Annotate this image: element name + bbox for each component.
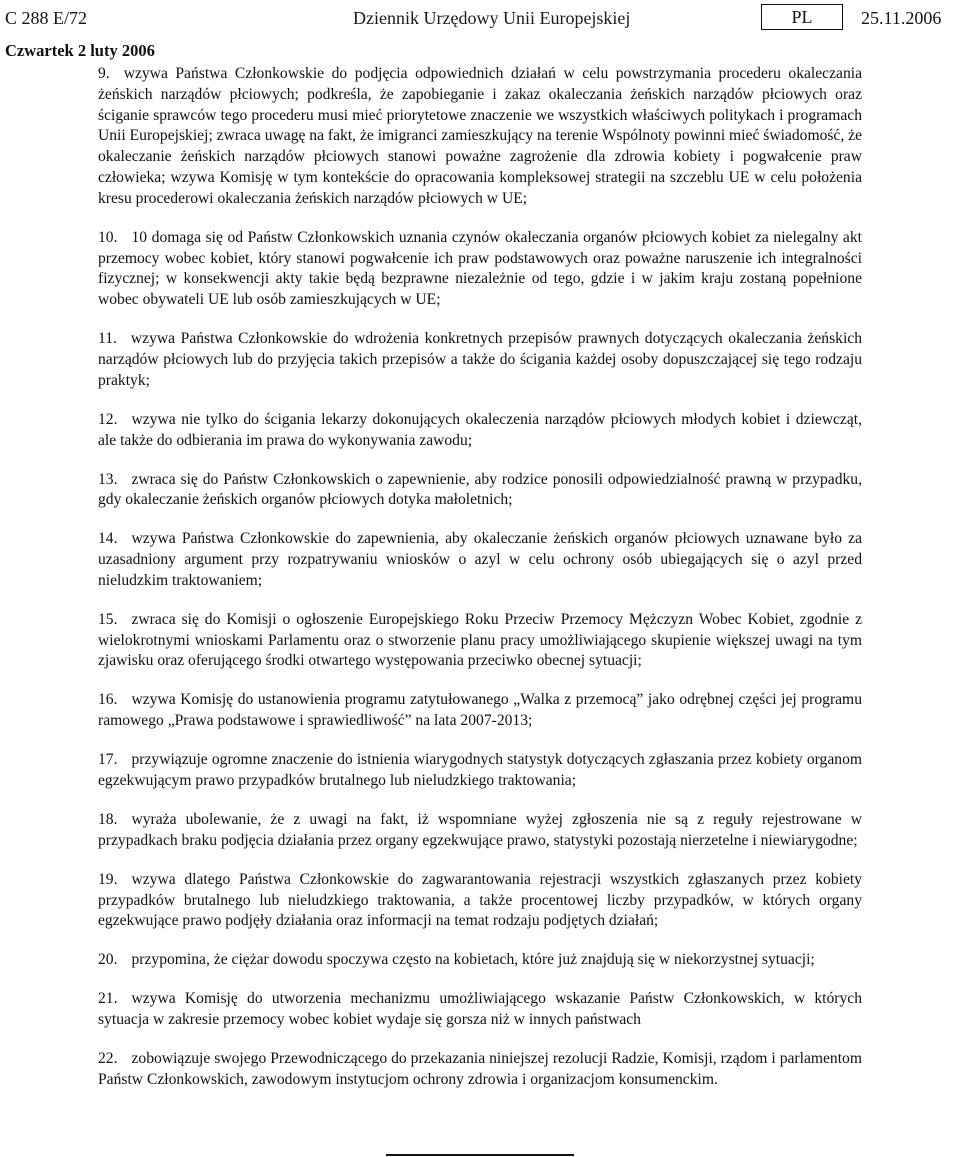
paragraph-19 xyxy=(98,870,862,932)
paragraph-number: 10. xyxy=(98,228,118,246)
paragraph-21 xyxy=(98,989,862,1031)
paragraph-text: wzywa Państwa Członkowskie do podjęcia odpowiednich działań w celu powstrzymania procederu okaleczania żeńskich narządów płciowych; podkreśla, że zapobieganie i zakaz okaleczania żeńskich narządów płciowych oraz ściganie sprawców tego procederu musi mieć priorytetowe znaczenie we wszystkich właściwych politykach i programach Unii Europejskiej; zwraca uwagę na fakt, że imigranci zamieszkujący na terenie Wspólnoty powinni mieć świadomość, że okaleczanie żeńskich narządów płciowych stanowi poważne zagrożenie dla zdrowia kobiety i pogwałcenie praw człowieka; wzywa Komisję w tym kontekście do opracowania kompleksowej strategii na szczeblu UE w celu położenia kresu procederowi okaleczania żeńskich narządów płciowych w UE; xyxy=(98,65,862,207)
paragraph-number: 9. xyxy=(98,65,110,82)
document-reference: C 288 E/72 xyxy=(5,8,88,28)
paragraph-number: 16. xyxy=(98,691,118,709)
paragraph-number: 20. xyxy=(98,951,118,969)
paragraph-number: 18. xyxy=(98,811,118,828)
paragraph-number: 15. xyxy=(98,610,118,628)
paragraph-11 xyxy=(98,329,862,391)
paragraph-17 xyxy=(98,750,862,792)
paragraph-text: wzywa Komisję do ustanowienia programu zatytułowanego „Walka z przemocą” jako odrębnej części jej programu ramowego „Prawa podstawowe i sprawiedliwość” na lata 2007-2013; xyxy=(98,691,862,730)
paragraph-10 xyxy=(98,228,862,311)
paragraph-number: 22. xyxy=(98,1050,118,1068)
paragraph-number: 14. xyxy=(98,530,118,548)
paragraph-number: 13. xyxy=(98,470,118,488)
paragraph-text: wzywa Komisję do utworzenia mechanizmu umożliwiającego wskazanie Państw Członkowskich, w których sytuacja w zakresie przemocy wobec kobiet wydaje się gorsza niż w innych państwach xyxy=(98,990,862,1029)
paragraph-text: wyraża ubolewanie, że z uwagi na fakt, iż wspomniane wyżej zgłoszenia nie są z reguły rejestrowane w przypadkach braku podjęcia działania przez organy egzekwujące prawo, statystyki pozostają nierzetelne i niewiarygodne; xyxy=(98,811,862,849)
resolution-body xyxy=(98,64,862,1109)
paragraph-text: zwraca się do Państw Członkowskich o zapewnienie, aby rodzice ponosili odpowiedzialność prawną w przypadku, gdy okaleczanie żeńskich organów płciowych dotyka małoletnich; xyxy=(98,470,862,509)
paragraph-13 xyxy=(98,470,862,512)
sitting-day: Czwartek 2 luty 2006 xyxy=(5,41,155,60)
end-of-text-rule xyxy=(386,1154,574,1156)
paragraph-text: wzywa Państwa Członkowskie do wdrożenia konkretnych przepisów prawnych dotyczących okaleczania żeńskich narządów płciowych lub do przyjęcia takich przepisów a także do ścigania każdej osoby dopuszczającej się tego rodzaju praktyk; xyxy=(98,330,862,389)
paragraph-20 xyxy=(98,950,862,971)
paragraph-text: przypomina, że ciężar dowodu spoczywa często na kobietach, które już znajdują się w niekorzystnej sytuacji; xyxy=(131,951,815,969)
paragraph-text: zwraca się do Komisji o ogłoszenie Europejskiego Roku Przeciw Przemocy Mężczyzn Wobec Kobiet, zgodnie z wielokrotnymi wnioskami Parlamentu oraz o stworzenie planu pracy umożliwiającego skupienie większej uwagi na tym zjawisku oraz oferującego środki otwartego występowania przeciwko obecnej sytuacji; xyxy=(98,610,862,670)
paragraph-16 xyxy=(98,690,862,732)
paragraph-text: zobowiązuje swojego Przewodniczącego do przekazania niniejszej rezolucji Radzie, Komisji, rządom i parlamentom Państw Członkowskich, zawodowym instytucjom ochrony zdrowia i organizacjom konsumenckim. xyxy=(98,1050,862,1088)
paragraph-number: 19. xyxy=(98,870,118,888)
paragraph-text: wzywa Państwa Członkowskie do zapewnienia, aby okaleczanie żeńskich organów płciowych uznawane było za uzasadniony argument przy rozpatrywaniu wniosków o azyl w celu ochrony osób ubiegających się o azyl przed nieludzkim traktowaniem; xyxy=(98,530,862,589)
paragraph-text: 10 domaga się od Państw Członkowskich uznania czynów okaleczania organów płciowych kobiet za nielegalny akt przemocy wobec kobiet, który stanowi pogwałcenie ich praw podstawowych oraz poważne naruszenie ich integralności fizycznej; w konsekwencji akty takie będą bezprawne niezależnie od tego, gdzie i w jakim kraju zostaną popełnione wobec obywateli UE lub osób zamieszkujących w UE; xyxy=(98,228,862,309)
paragraph-number: 11. xyxy=(98,330,117,348)
language-box: PL xyxy=(761,4,843,30)
paragraph-number: 17. xyxy=(98,751,118,769)
paragraph-9 xyxy=(98,64,862,210)
paragraph-number: 21. xyxy=(98,990,118,1008)
paragraph-22 xyxy=(98,1049,862,1091)
paragraph-14 xyxy=(98,529,862,591)
publication-date: 25.11.2006 xyxy=(861,8,942,28)
paragraph-number: 12. xyxy=(98,410,118,428)
paragraph-12 xyxy=(98,410,862,452)
journal-title: Dziennik Urzędowy Unii Europejskiej xyxy=(353,8,631,28)
paragraph-text: wzywa nie tylko do ścigania lekarzy dokonujących okaleczenia narządów płciowych młodych kobiet i dziewcząt, ale także do odbierania im prawa do wykonywania zawodu; xyxy=(98,410,862,449)
page-header xyxy=(5,4,955,32)
paragraph-text: wzywa dlatego Państwa Członkowskie do zagwarantowania rejestracji wszystkich zgłaszanych przez kobiety przypadków brutalnego lub nieludzkiego traktowania, a także procentowej liczby przypadków, w których organy egzekwujące prawo podjęły działania oraz informacji na temat rodzaju podjętych działań; xyxy=(98,870,862,930)
paragraph-15 xyxy=(98,610,862,672)
paragraph-18 xyxy=(98,810,862,852)
paragraph-text: przywiązuje ogromne znaczenie do istnienia wiarygodnych statystyk dotyczących zgłaszania przez kobiety organom egzekwującym prawo przypadków brutalnego lub nieludzkiego traktowania; xyxy=(98,751,862,790)
